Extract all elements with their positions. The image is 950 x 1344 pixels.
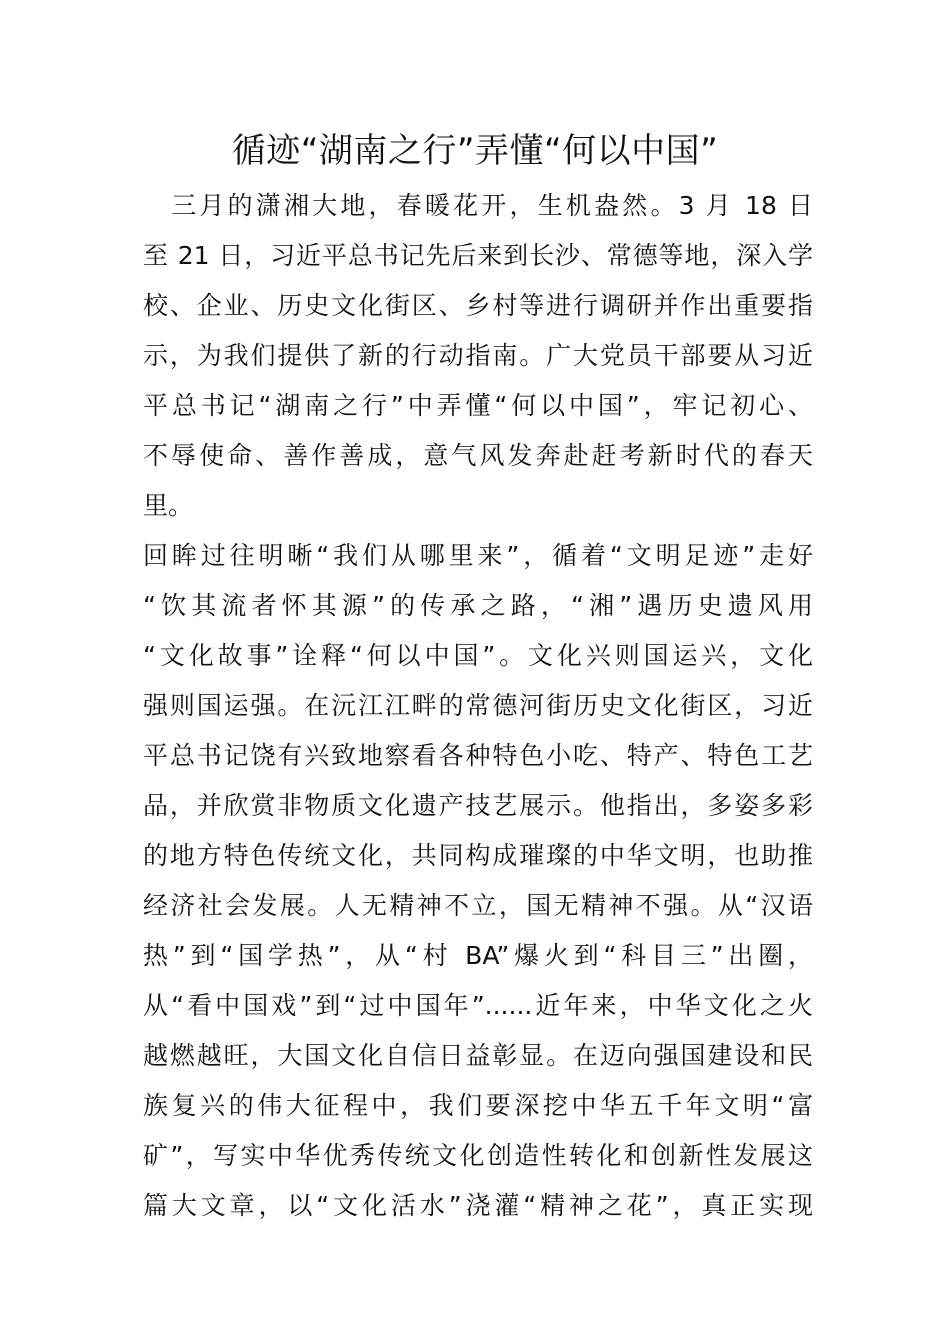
paragraph-line: 示，为我们提供了新的行动指南。广大党员干部要从习近	[143, 341, 813, 370]
paragraph-line: 经济社会发展。人无精神不立，国无精神不强。从“汉语	[143, 891, 813, 920]
document-title: 循迹“湖南之行”弄懂“何以中国”	[231, 131, 719, 171]
document-body	[143, 181, 813, 1231]
paragraph-line: “饮其流者怀其源”的传承之路，“湘”遇历史遗风用	[143, 591, 813, 620]
paragraph-line: 矿”，写实中华优秀传统文化创造性转化和创新性发展这	[143, 1141, 813, 1170]
paragraph-line: 越燃越旺，大国文化自信日益彰显。在迈向强国建设和民	[143, 1041, 813, 1070]
paragraph-line: 三月的潇湘大地，春暖花开，生机盎然。3 月 18 日	[143, 191, 813, 220]
paragraph-line: 校、企业、历史文化街区、乡村等进行调研并作出重要指	[143, 291, 813, 320]
paragraph-line: 平总书记“湖南之行”中弄懂“何以中国”，牢记初心、	[143, 391, 813, 420]
paragraph-line: 不辱使命、善作善成，意气风发奔赴赶考新时代的春天	[143, 441, 813, 470]
paragraph-line: 回眸过往明晰“我们从哪里来”，循着“文明足迹”走好	[143, 541, 813, 570]
paragraph-line: 族复兴的伟大征程中，我们要深挖中华五千年文明“富	[143, 1091, 813, 1120]
paragraph-line: 强则国运强。在沅江江畔的常德河街历史文化街区，习近	[143, 691, 813, 720]
paragraph-line: 平总书记饶有兴致地察看各种特色小吃、特产、特色工艺	[143, 741, 813, 770]
paragraph-line: 品，并欣赏非物质文化遗产技艺展示。他指出，多姿多彩	[143, 791, 813, 820]
paragraph-2	[143, 531, 813, 1231]
paragraph-line: 里。	[143, 491, 194, 520]
paragraph-line: 的地方特色传统文化，共同构成璀璨的中华文明，也助推	[143, 841, 813, 870]
paragraph-line: 热”到“国学热”，从“村 BA”爆火到“科目三”出圈，	[143, 941, 813, 970]
paragraph-line: 篇大文章，以“文化活水”浇灌“精神之花”，真正实现	[143, 1191, 813, 1220]
paragraph-line: 至 21 日，习近平总书记先后来到长沙、常德等地，深入学	[143, 241, 813, 270]
paragraph-line: “文化故事”诠释“何以中国”。文化兴则国运兴，文化	[143, 641, 813, 670]
paragraph-line: 从“看中国戏”到“过中国年”......近年来，中华文化之火	[143, 991, 813, 1020]
paragraph-1	[143, 181, 813, 531]
